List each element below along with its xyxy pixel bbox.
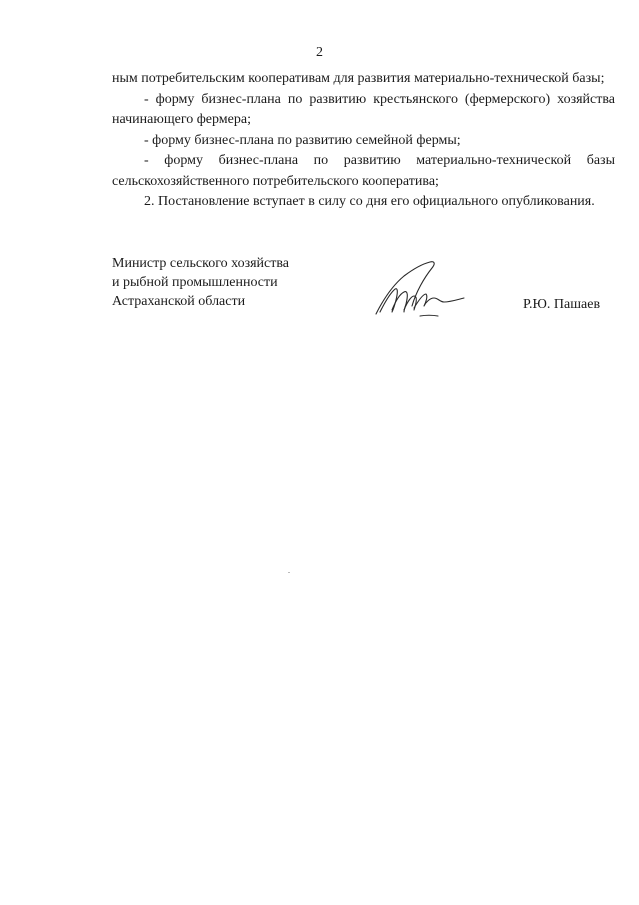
body-text <box>112 69 615 213</box>
signatory-position <box>112 254 312 311</box>
scan-speck <box>288 572 290 573</box>
signatory-name: Р.Ю. Пашаев <box>523 297 601 312</box>
signatory-position-line: Министр сельского хозяйства <box>112 256 289 271</box>
paragraph-business-plan-family-farm: - форму бизнес-плана по развитию семейной фермы; <box>144 132 461 148</box>
paragraph-continuation: ным потребительским кооперативам для развития материально-технической базы; <box>112 71 605 86</box>
page-number: 2 <box>316 45 323 60</box>
paragraph-business-plan-cooperative: - форму бизнес-плана по развитию материально-технической базы сельскохозяйственного потребительского кооператива; <box>112 153 615 189</box>
signatory-position-line: и рыбной промышленности <box>112 275 278 290</box>
paragraph-effective-date: 2. Постановление вступает в силу со дня его официального опубликования. <box>144 194 595 209</box>
signatory-position-line: Астраханской области <box>112 294 246 309</box>
paragraph-business-plan-farm: - форму бизнес-плана по развитию крестьянского (фермерского) хозяйства начинающего фермера; <box>112 91 615 127</box>
handwritten-signature <box>368 258 468 320</box>
